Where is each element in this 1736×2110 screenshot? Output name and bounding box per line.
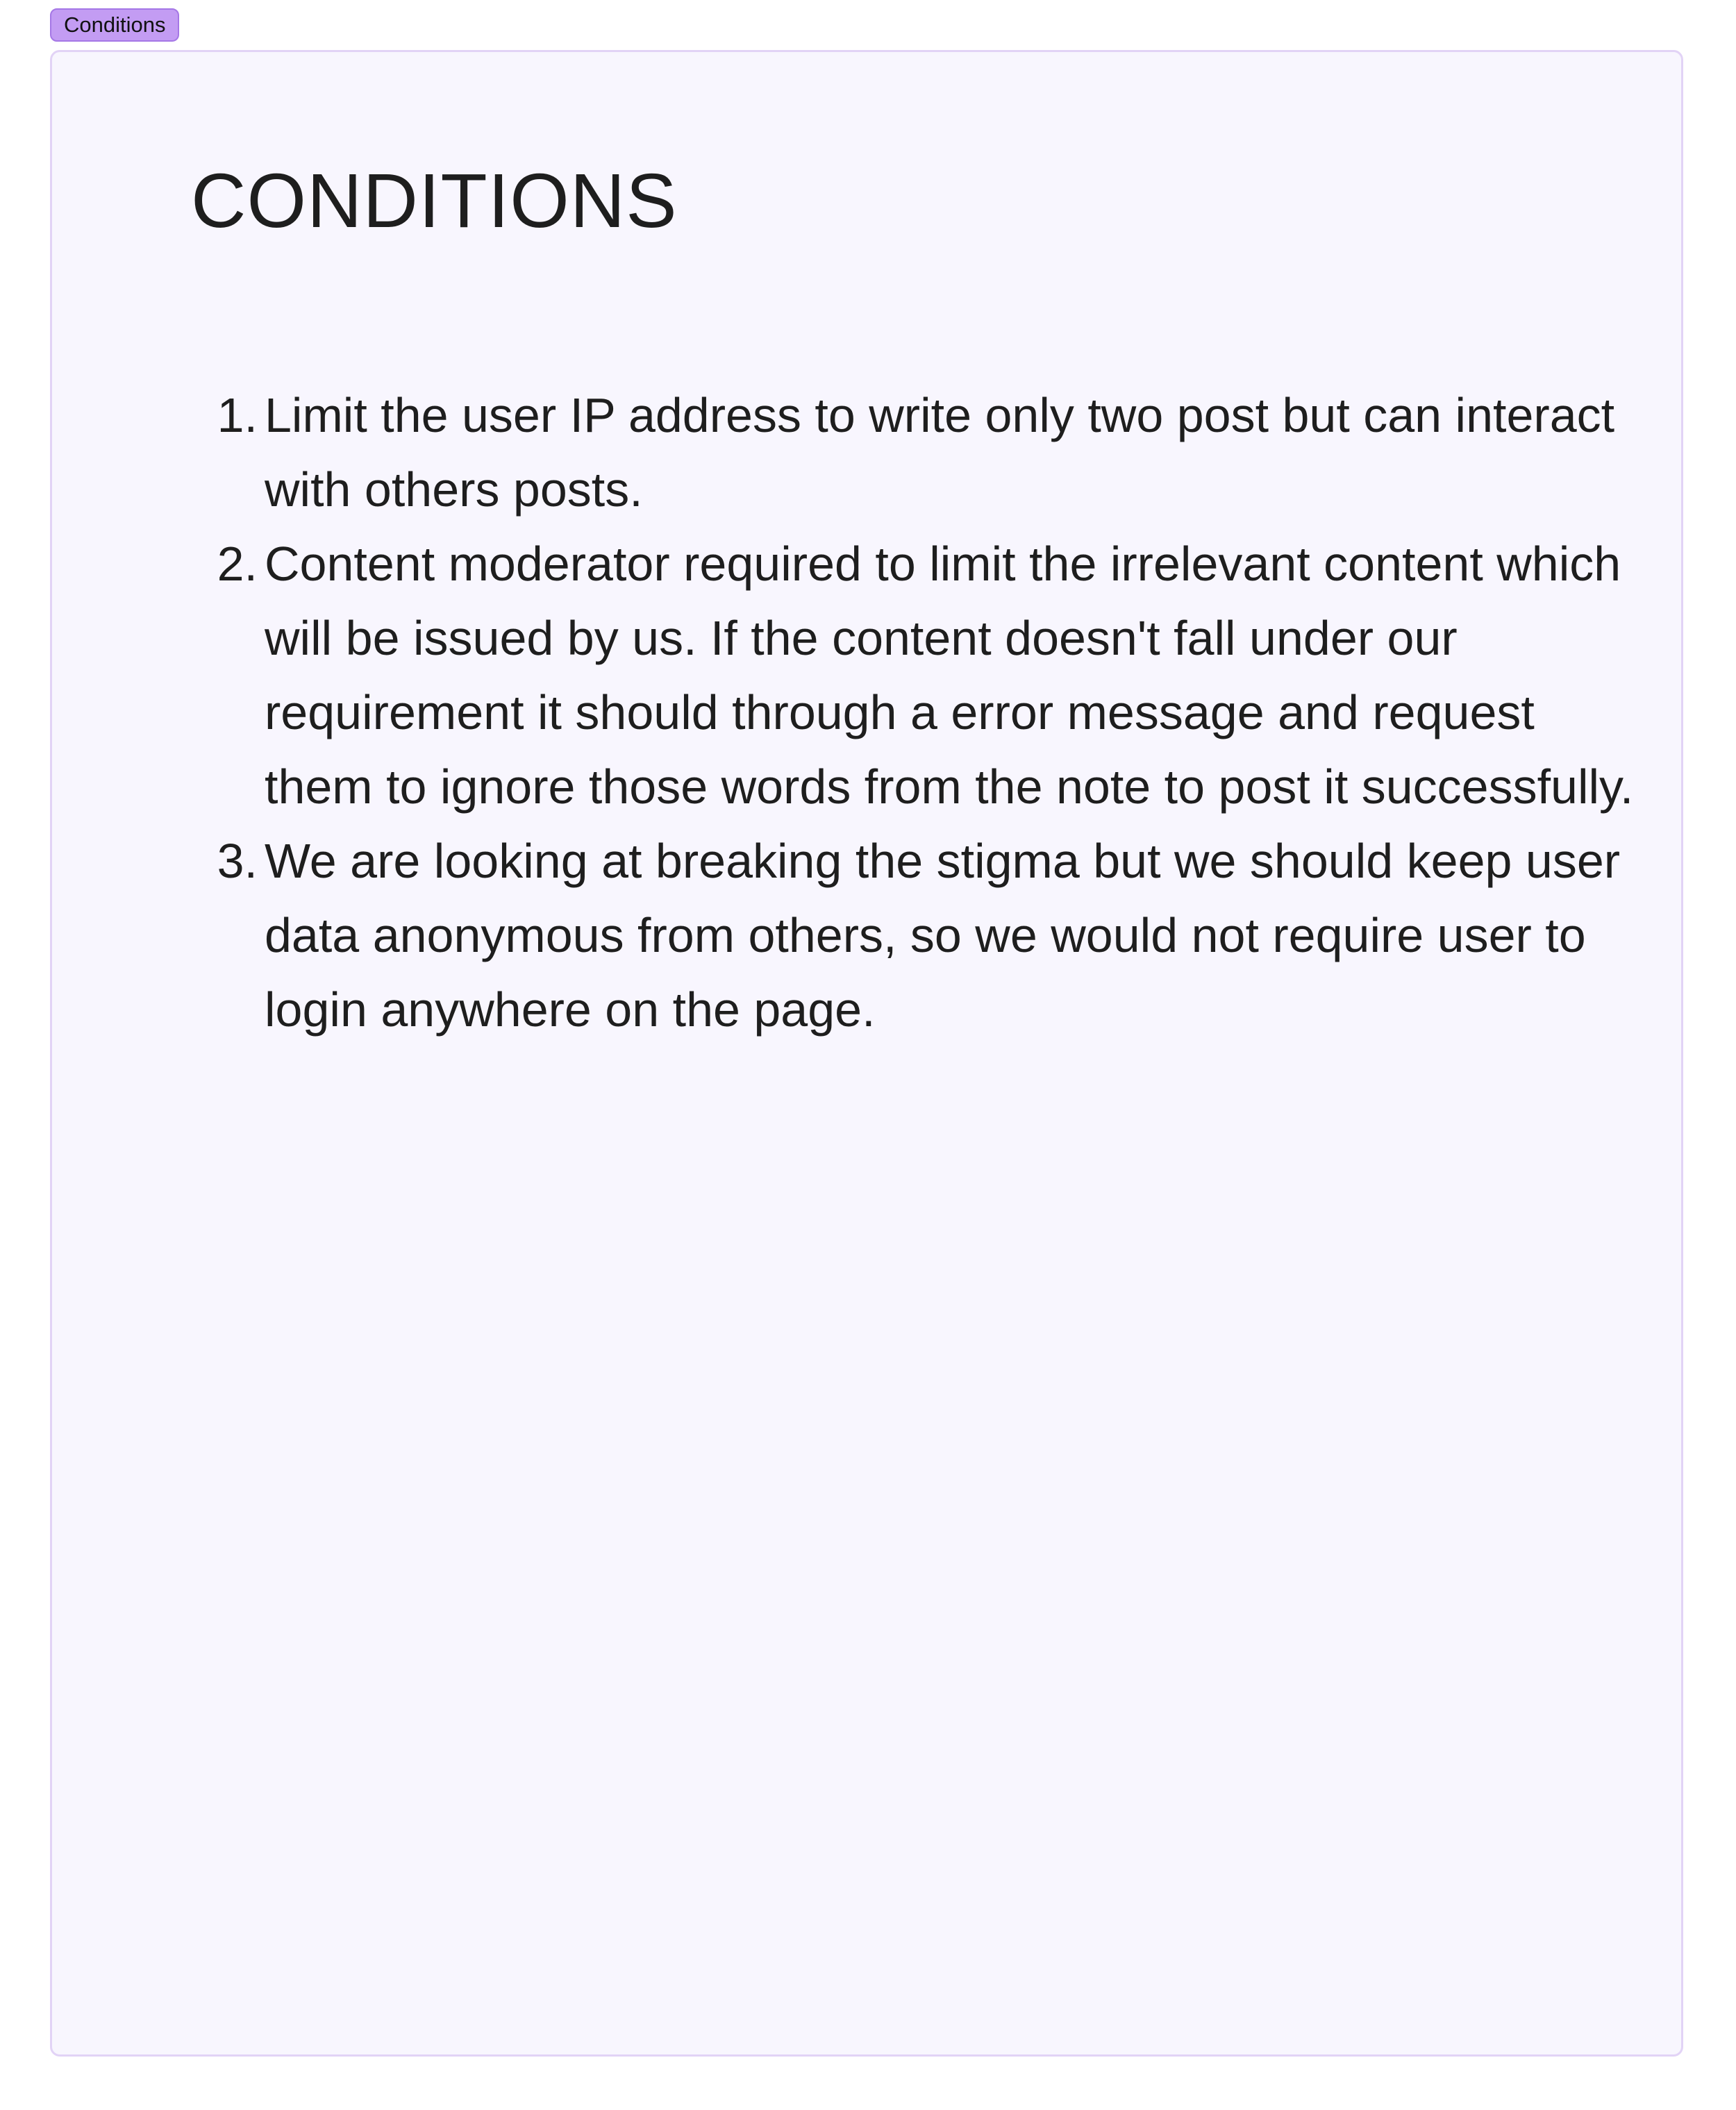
frame-label-tag[interactable]: Conditions bbox=[50, 8, 179, 42]
conditions-frame[interactable] bbox=[50, 50, 1683, 2057]
list-item-text: Limit the user IP address to write only two post but can interact with others posts. bbox=[265, 388, 1615, 517]
list-item-number: 3. bbox=[217, 834, 258, 888]
list-item bbox=[191, 527, 1635, 824]
list-item-text: Content moderator required to limit the irrelevant content which will be issued by us. If the content doesn't fall under our requirement it should through a error message and request them to ignore those words from the note to post it successfully. bbox=[265, 537, 1634, 814]
list-item bbox=[191, 378, 1635, 527]
list-item-text: We are looking at breaking the stigma but we should keep user data anonymous from others, so we would not require user to login anywhere on the page. bbox=[265, 834, 1621, 1037]
conditions-list bbox=[191, 378, 1635, 1047]
list-item bbox=[191, 824, 1635, 1047]
list-item-number: 2. bbox=[217, 537, 258, 591]
list-item-number: 1. bbox=[217, 388, 258, 442]
page-title: CONDITIONS bbox=[191, 158, 678, 244]
